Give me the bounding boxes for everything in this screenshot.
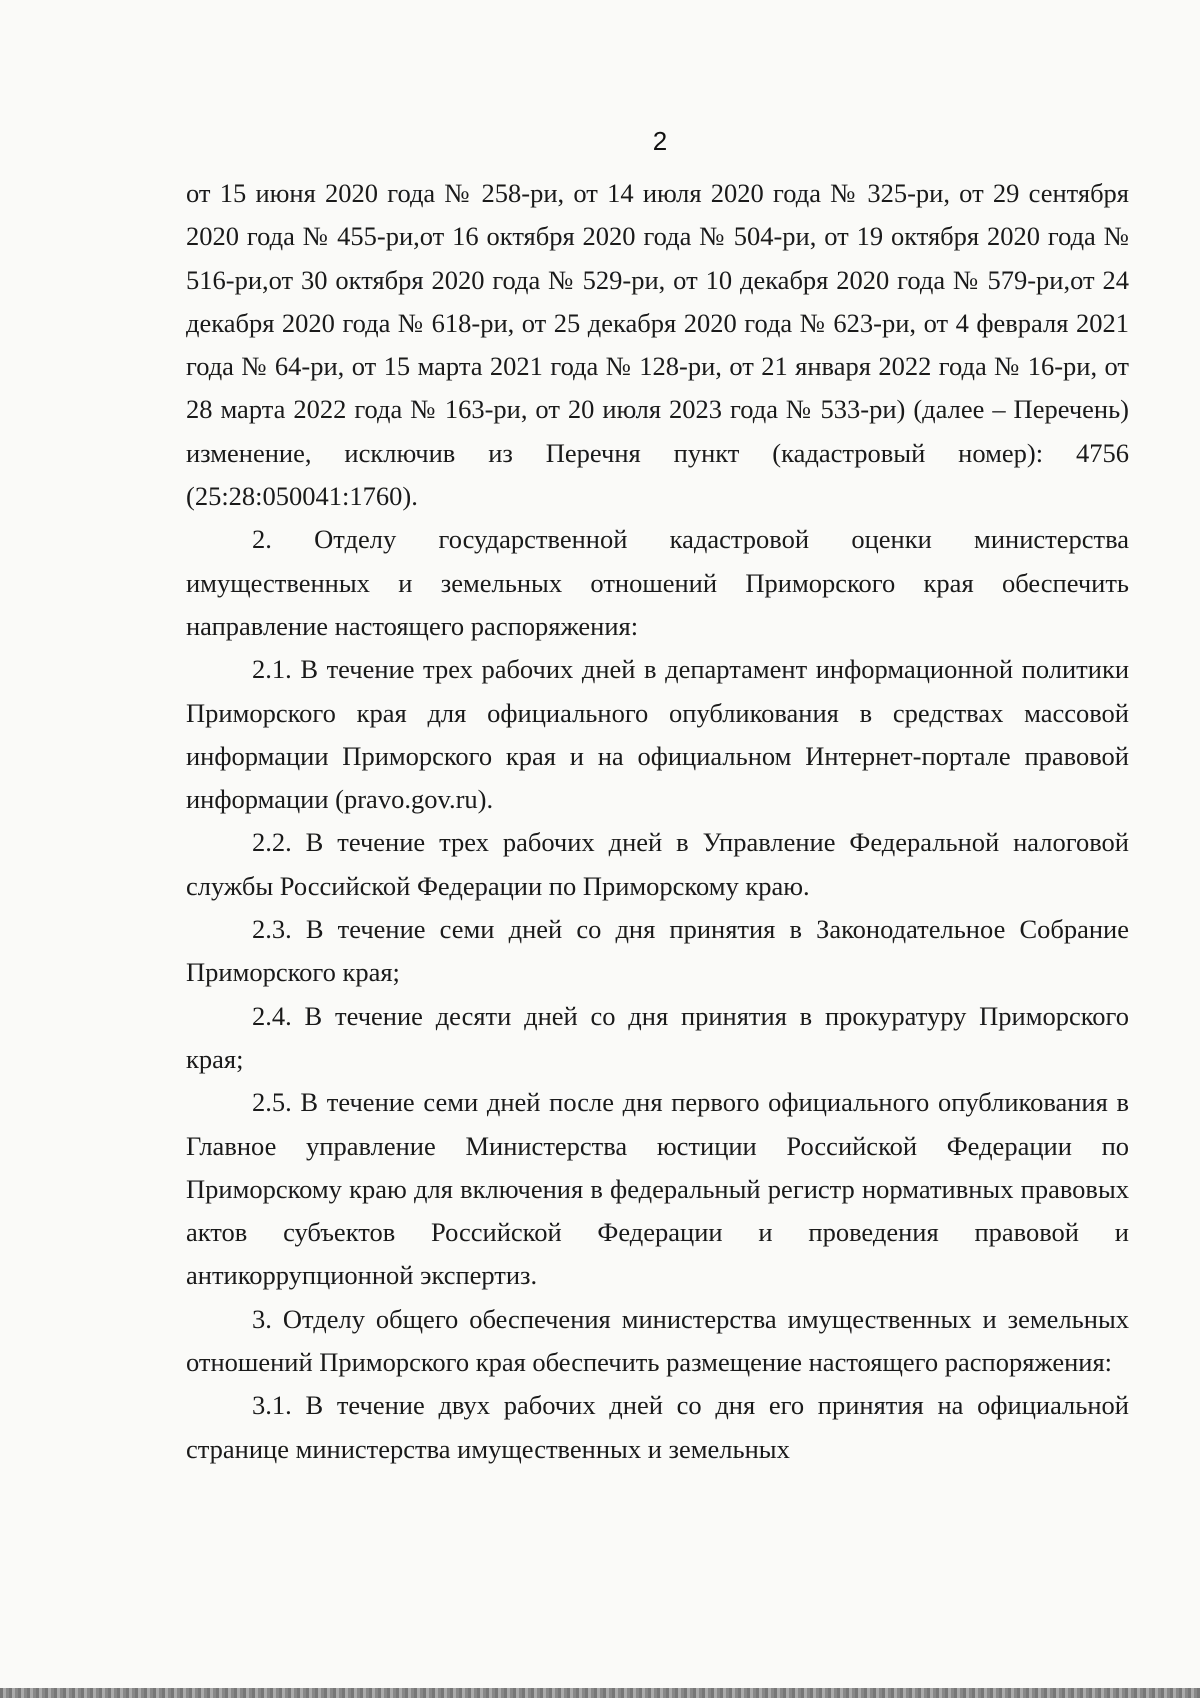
paragraph-item-2-3: 2.3. В течение семи дней со дня принятия в Законодательное Собрание Приморского края; [186, 914, 1129, 988]
paragraph-item-2-4: 2.4. В течение десяти дней со дня принятия в прокуратуру Приморского края; [186, 1000, 1129, 1074]
scan-edge [0, 1688, 1200, 1698]
paragraph-item-2-1: 2.1. В течение трех рабочих дней в департамент информационной политики Приморского края для официального опубликования в средствах массовой информации Приморского края и на официальном Интернет-портале правовой информации (pravo.gov.ru). [186, 654, 1129, 815]
paragraph-list-of-orders: от 15 июня 2020 года № 258-ри, от 14 июля 2020 года № 325-ри, от 29 сентября 2020 года № 455-ри,от 16 октября 2020 года № 504-ри, от 19 октября 2020 года № 516-ри,от 30 октября 2020 года № 529-ри, от 10 декабря 2020 года № 579-ри,от 24 декабря 2020 года № 618-ри, от 25 декабря 2020 года № 623-ри, от 4 февраля 2021 года № 64-ри, от 15 марта 2021 года № 128-ри, от 21 января 2022 года № 16-ри, от 28 марта 2022 года № 163-ри, от 20 июля 2023 года № 533-ри) (далее – Перечень) изменение, исключив из Перечня пункт (кадастровый номер): 4756 (25:28:050041:1760). [186, 178, 1129, 512]
document-body [186, 172, 1129, 1471]
paragraph-item-2: 2. Отделу государственной кадастровой оценки министерства имущественных и земельных отношений Приморского края обеспечить направление настоящего распоряжения: [186, 524, 1129, 641]
paragraph-item-2-2: 2.2. В течение трех рабочих дней в Управление Федеральной налоговой службы Российской Федерации по Приморскому краю. [186, 827, 1129, 901]
paragraph-item-3: 3. Отделу общего обеспечения министерства имущественных и земельных отношений Приморского края обеспечить размещение настоящего распоряжения: [186, 1303, 1129, 1378]
paragraph-item-3-1: 3.1. В течение двух рабочих дней со дня его принятия на официальной странице министерства имущественных и земельных [186, 1390, 1129, 1464]
paragraph-item-2-5: 2.5. В течение семи дней после дня первого официального опубликования в Главное управление Министерства юстиции Российской Федерации по Приморскому краю для включения в федеральный регистр нормативных правовых актов субъектов Российской Федерации и проведения правовой и антикоррупционной экспертиз. [186, 1087, 1129, 1291]
page-number: 2 [652, 126, 668, 156]
